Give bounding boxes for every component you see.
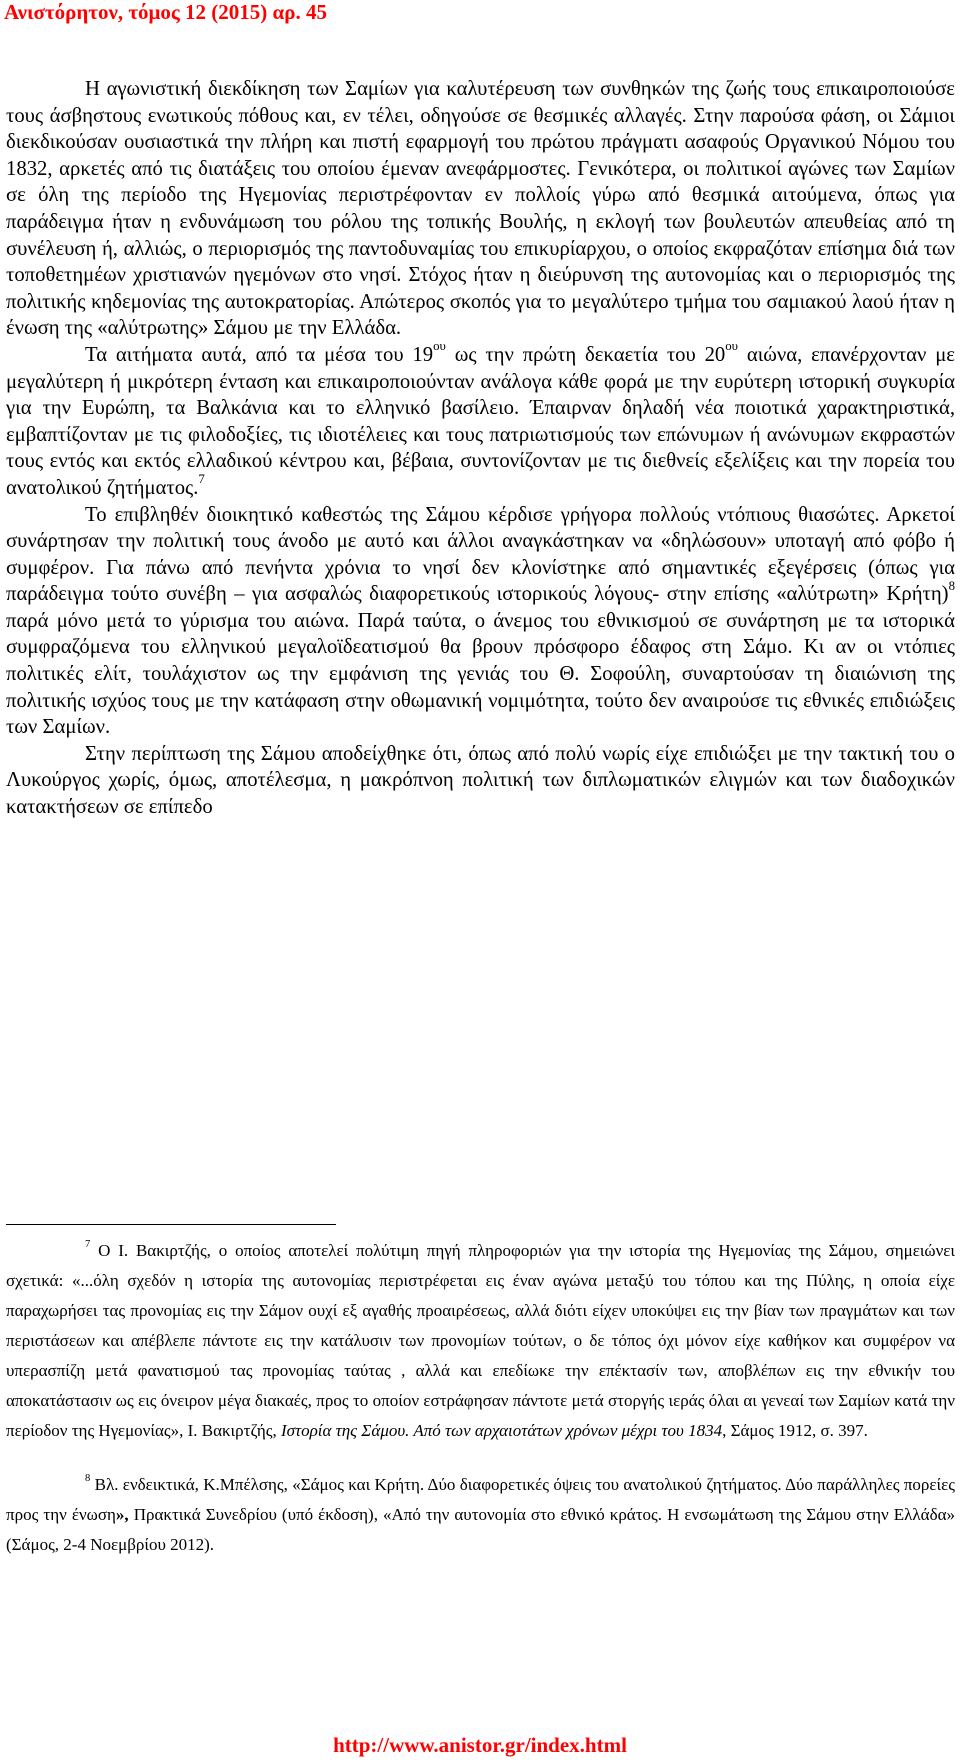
- paragraph-3: [6, 502, 955, 741]
- footnote-7-text: Ο Ι. Βακιρτζής, ο οποίος αποτελεί πολύτιμη πηγή πληροφοριών για την ιστορία της Ηγεμονίας της Σάμου, σημειώνει σχετικά: «...όλη σχεδόν η ιστορία της αυτονομίας περιστρέφεται εις έναν αγώνα μεταξύ του τόπου και της Πύλης, η οποία είχε παραχωρήσει τας προνομίας εις την Σάμον ουχί εξ αγαθής προαιρέσεως, αλλά διότι είχεν υποκύψει εις την βίαν των πραγμάτων και των περιστάσεων και απέβλεπε πάντοτε εις την κατάλυσιν των προνομίων τούτων, ο δε τόπος όχι μόνον είχε καθήκον και συμφέρον να υπερασπίζη μετά φανατισμού τας προνομίας ταύτας , αλλά και επεδίωκε την επέκτασίν των, αποβλέπων εις την εθνικήν του αποκατάστασιν ως εις όνειρον μέγα διακαές, προς το οποίον εστράφησαν πάντοτε μετά στοργής ιεράς όλαι αι γενεαί των Σαμίων κατά την περίοδον της Ηγεμονίας», Ι. Βακιρτζής,: [6, 1241, 956, 1440]
- footnote-8: [6, 1470, 955, 1560]
- footnote-7-book-title: Ιστορία της Σάμου. Από των αρχαιοτάτων χρόνων μέχρι του 1834: [280, 1421, 723, 1440]
- journal-header: Ανιστόρητον, τόμος 12 (2015) αρ. 45: [4, 0, 327, 24]
- footnote-number-7: 7: [85, 1239, 91, 1251]
- main-body: [6, 76, 955, 821]
- paragraph-3-part-a: Το επιβληθέν διοικητικό καθεστώς της Σάμου κέρδισε γρήγορα πολλούς ντόπιους θιασώτες. Αρκετοί συνάρτησαν την πολιτική τους άνοδο με αυτό και άλλοι αναγκάστηκαν να «δηλώσουν» υποταγή από φόβο ή συμφέρον. Για πάνω από πενήντα χρόνια το νησί δεν κλονίστηκε από σημαντικές εξεγέρσεις (όπως για παράδειγμα τούτο συνέβη – για ασφαλώς διαφορετικούς ιστορικούς λόγους- στην επίσης «αλύτρωτη» Κρήτη): [6, 503, 955, 606]
- footnote-divider: [6, 1224, 336, 1225]
- paragraph-3-part-b: παρά μόνο μετά το γύρισμα του αιώνα. Παρά ταύτα, ο άνεμος του εθνικισμού σε συνάρτηση με τα ιστορικά συμφραζόμενα του ελληνικού μεγαλοϊδεατισμού θα βρουν πρόσφορο έδαφος στη Σάμο. Κι αν οι ντόπιες πολιτικές ελίτ, τουλάχιστον ως την εμφάνιση της γενιάς του Θ. Σοφούλη, συναρτούσαν τη διαιώνιση της πολιτικής ισχύος τους με την κατάφαση στην οθωμανική νομιμότητα, τούτο δεν αναιρούσε τις εθνικές επιδιώξεις των Σαμίων.: [6, 609, 955, 739]
- century-superscript-19: ου: [433, 339, 446, 354]
- footnotes-section: [6, 1236, 955, 1560]
- paragraph-2-part-b: ως την πρώτη δεκαετία του 20: [445, 343, 726, 366]
- footer-website-link[interactable]: http://www.anistor.gr/index.html: [333, 1733, 627, 1757]
- footnote-ref-7[interactable]: 7: [198, 472, 205, 487]
- paragraph-1: Η αγωνιστική διεκδίκηση των Σαμίων για καλυτέρευση των συνθηκών της ζωής τους επικαιροποιούσε τους άσβηστους ενωτικούς πόθους και, εν τέλει, οδηγούσε σε θεσμικές αλλαγές. Στην παρούσα φάση, οι Σάμιοι διεκδικούσαν ουσιαστικά την πλήρη και πιστή εφαρμογή του πρώτου πράγματι ασαφούς Οργανικού Νόμου του 1832, αρκετές από τις διατάξεις του οποίου έμεναν ανεφάρμοστες. Γενικότερα, οι πολιτικοί αγώνες των Σαμίων σε όλη της περίοδο της Ηγεμονίας περιστρέφονταν εν πολλοίς γύρω από θεσμικά αιτούμενα, όπως για παράδειγμα ήταν η ενδυνάμωση του ρόλου της τοπικής Βουλής, η εκλογή των βουλευτών απευθείας από τη συνέλευση ή, αλλιώς, ο περιορισμός της παντοδυναμίας του επικυρίαρχου, ο οποίος εκφραζόταν επίσημα διά των τοποθετημέων χριστιανών ηγεμόνων στο νησί. Στόχος ήταν η διεύρυνση της αυτονομίας και ο περιορισμός της πολιτικής κηδεμονίας της αυτοκρατορίας. Απώτερος σκοπός για το μεγαλύτερο τμήμα του σαμιακού λαού ήταν η ένωση της «αλύτρωτης» Σάμου με την Ελλάδα.: [6, 78, 955, 340]
- paragraph-2: [6, 339, 955, 502]
- footnote-number-8: 8: [85, 1473, 91, 1485]
- footnote-ref-8[interactable]: 8: [948, 578, 955, 593]
- footnote-8-tail: Πρακτικά Συνεδρίου (υπό έκδοση), «Από την αυτονομία στο εθνικό κράτος. Η ενσωμάτωση της Σάμου στην Ελλάδα» (Σάμος, 2-4 Νοεμβρίου 2012).: [6, 1505, 955, 1554]
- century-superscript-20: ου: [725, 339, 739, 354]
- paragraph-4: Στην περίπτωση της Σάμου αποδείχθηκε ότι, όπως από πολύ νωρίς είχε επιδιώξει με την τακτική του ο Λυκούργος χωρίς, όμως, αποτέλεσμα, η μακρόπνοη πολιτική των διπλωματικών ελιγμών και των διαδοχικών κατακτήσεων σε επίπεδο: [6, 742, 955, 819]
- paragraph-2-part-a: Τα αιτήματα αυτά, από τα μέσα του 19: [85, 343, 434, 366]
- footnote-8-text: Βλ. ενδεικτικά, Κ.Μπέλσης, «Σάμος και Κρήτη. Δύο διαφορετικές όψεις του ανατολικού ζητήματος. Δύο παράλληλες πορείες προς την ένωση: [6, 1475, 955, 1524]
- footnote-7: [6, 1236, 955, 1446]
- footnote-7-tail: , Σάμος 1912, σ. 397.: [722, 1421, 868, 1440]
- footnote-8-bold-quote: »,: [115, 1505, 129, 1524]
- paragraph-2-part-c: αιώνα, επανέρχονταν με μεγαλύτερη ή μικρότερη ένταση και επικαιροποιούνταν ανάλογα κάθε φορά με την ευρύτερη ιστορική συγκυρία για την Ευρώπη, τα Βαλκάνια και το ελληνικό βασίλειο. Έπαιρναν δηλαδή νέα ποιοτικά χαρακτηριστικά, εμβαπτίζονταν με τις φιλοδοξίες, τις ιδιοτέλειες και τους πατριωτισμούς των επώνυμων ή ανώνυμων εκφραστών τους εντός και εκτός ελλαδικού κέντρου και, βέβαια, συντονίζονταν με τις διεθνείς εξελίξεις και την πορεία του ανατολικού ζητήματος.: [6, 343, 955, 499]
